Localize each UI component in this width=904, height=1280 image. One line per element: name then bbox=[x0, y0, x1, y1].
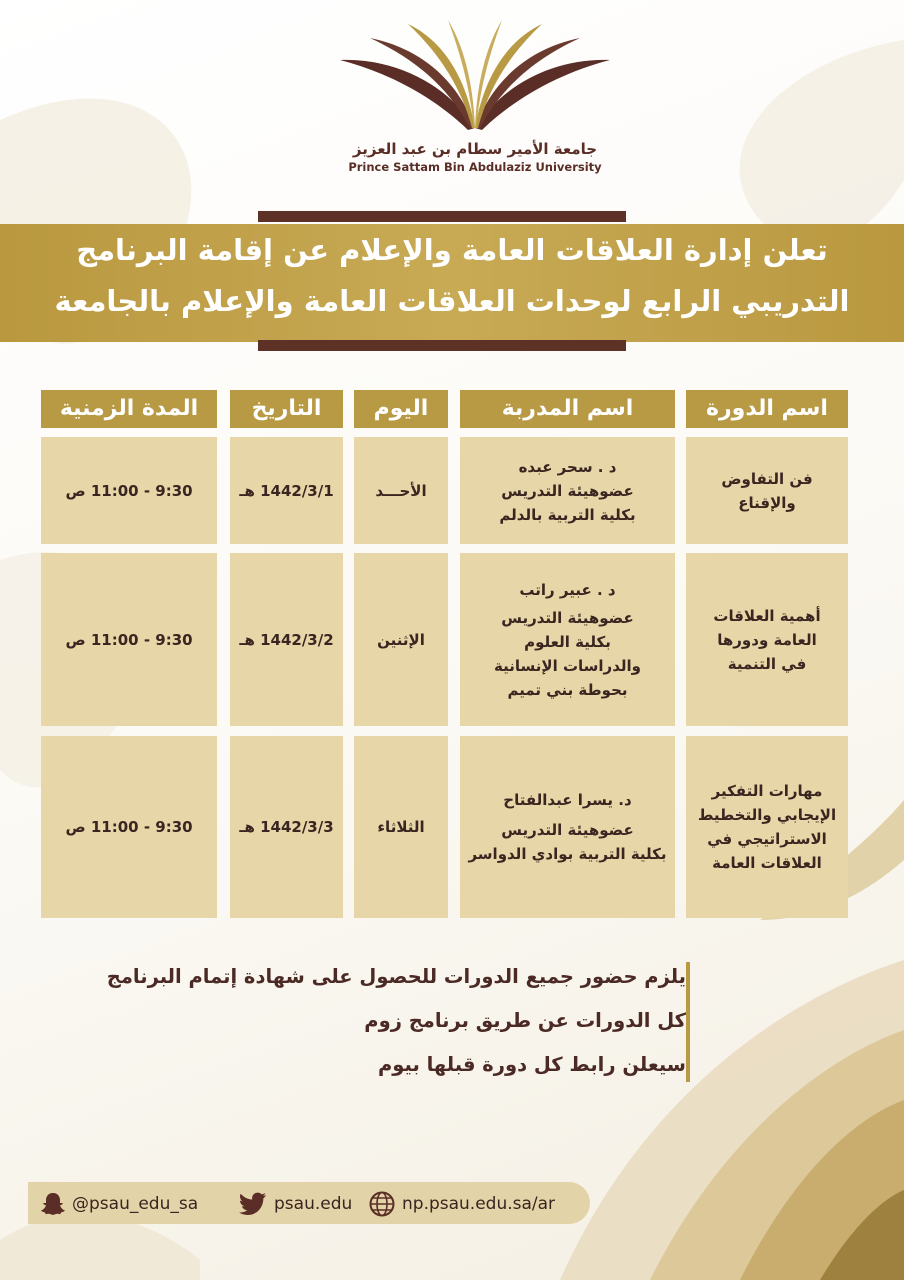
day-value: الثلاثاء bbox=[377, 818, 425, 836]
trainer-name: د. يسرا عبدالفتاح bbox=[503, 791, 632, 809]
table-row-3-course bbox=[686, 736, 848, 918]
course-line: والإقناع bbox=[738, 493, 796, 512]
note-2: كل الدورات عن طريق برنامج زوم bbox=[364, 1009, 686, 1032]
duration-value: 9:30 - 11:00 ص bbox=[65, 818, 193, 836]
announcement-line-1: تعلن إدارة العلاقات العامة والإعلام عن إقامة البرنامج bbox=[76, 233, 828, 267]
table-row-1-trainer bbox=[460, 437, 675, 544]
globe-icon bbox=[368, 1190, 396, 1218]
trainer-detail: والدراسات الإنسانية bbox=[494, 656, 641, 675]
trainer-detail: عضوهيئة التدريس bbox=[501, 481, 634, 500]
table-row-3-trainer bbox=[460, 736, 675, 918]
course-line: في التنمية bbox=[727, 654, 807, 673]
table-row-3-date bbox=[230, 736, 343, 918]
table-row-3-day bbox=[354, 736, 448, 918]
notes-accent-bar bbox=[686, 962, 690, 1082]
announcement-line-2: التدريبي الرابع لوحدات العلاقات العامة والإعلام بالجامعة bbox=[54, 284, 850, 318]
header-trainer: اسم المدربة bbox=[460, 390, 675, 428]
table-row-1-course bbox=[686, 437, 848, 544]
header-date: التاريخ bbox=[230, 390, 343, 428]
trainer-detail: بكلية التربية بوادي الدواسر bbox=[468, 845, 667, 863]
twitter-handle: psau.edu bbox=[274, 1194, 353, 1214]
twitter-icon bbox=[238, 1191, 268, 1217]
snapchat-icon bbox=[40, 1191, 66, 1217]
snapchat-link[interactable] bbox=[40, 1190, 198, 1218]
header-course: اسم الدورة bbox=[686, 390, 848, 428]
table-row-1-date bbox=[230, 437, 343, 544]
snapchat-handle: @psau_edu_sa bbox=[72, 1194, 199, 1214]
trainer-detail: بحوطة بني تميم bbox=[507, 680, 628, 699]
trainer-detail: بكلية العلوم bbox=[524, 632, 611, 651]
table-row-2-trainer bbox=[460, 553, 675, 726]
website-url: np.psau.edu.sa/ar bbox=[402, 1194, 556, 1214]
course-line: أهمية العلاقات bbox=[713, 606, 821, 625]
day-value: الإثنين bbox=[377, 630, 425, 649]
university-name-en: Prince Sattam Bin Abdulaziz University bbox=[348, 160, 602, 174]
date-value: 1442/3/1 هـ bbox=[239, 481, 334, 500]
duration-value: 9:30 - 11:00 ص bbox=[65, 630, 193, 649]
banner-top-bar bbox=[258, 211, 626, 222]
twitter-link[interactable] bbox=[238, 1190, 352, 1218]
logo-book-icon bbox=[330, 18, 620, 138]
university-name-ar: جامعة الأمير سطام بن عبد العزيز bbox=[352, 140, 598, 158]
trainer-name: د . عبير راتب bbox=[519, 580, 616, 599]
trainer-detail: بكلية التربية بالدلم bbox=[499, 505, 636, 524]
trainer-detail: عضوهيئة التدريس bbox=[501, 608, 634, 627]
table-row-3-duration bbox=[41, 736, 217, 918]
trainer-name: د . سحر عبده bbox=[518, 457, 617, 476]
course-line: مهارات التفكير bbox=[711, 782, 823, 800]
table-row-2-duration bbox=[41, 553, 217, 726]
course-line: العلاقات العامة bbox=[712, 854, 822, 872]
course-line: فن التفاوض bbox=[721, 469, 813, 488]
duration-value: 9:30 - 11:00 ص bbox=[65, 481, 193, 500]
note-1: يلزم حضور جميع الدورات للحصول على شهادة إتمام البرنامج bbox=[106, 965, 686, 988]
course-line: الاستراتيجي في bbox=[707, 830, 827, 848]
university-logo bbox=[330, 18, 620, 178]
trainer-detail: عضوهيئة التدريس bbox=[501, 821, 634, 839]
table-row-1-day bbox=[354, 437, 448, 544]
header-day: اليوم bbox=[354, 390, 448, 428]
table-row-2-day bbox=[354, 553, 448, 726]
table-row-2-course bbox=[686, 553, 848, 726]
course-line: العامة ودورها bbox=[717, 630, 817, 649]
day-value: الأحـــد bbox=[375, 481, 427, 500]
note-3: سيعلن رابط كل دورة قبلها بيوم bbox=[377, 1053, 686, 1076]
banner-bottom-bar bbox=[258, 340, 626, 351]
date-value: 1442/3/2 هـ bbox=[239, 630, 334, 649]
course-line: الإيجابي والتخطيط bbox=[697, 806, 837, 824]
table-row-1-duration bbox=[41, 437, 217, 544]
table-row-2-date bbox=[230, 553, 343, 726]
date-value: 1442/3/3 هـ bbox=[239, 818, 334, 836]
website-link[interactable] bbox=[368, 1190, 555, 1218]
header-duration: المدة الزمنية bbox=[41, 390, 217, 428]
